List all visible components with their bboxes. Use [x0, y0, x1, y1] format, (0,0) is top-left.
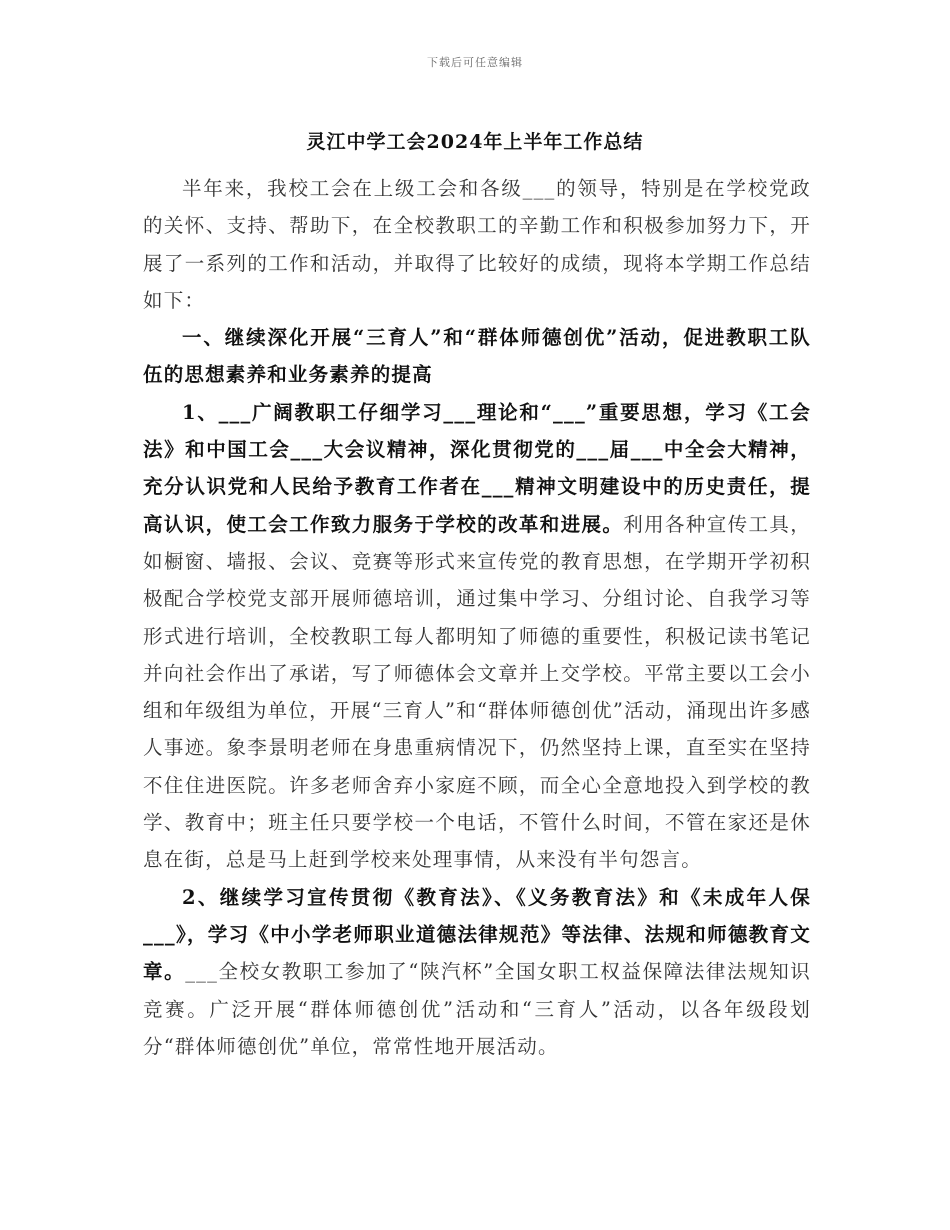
item-paragraph-2	[143, 879, 811, 1065]
item-2-body-text: ___全校女教职工参加了“陕汽杯”全国女职工权益保障法律法规知识竞赛。广泛开展“群体师德创优”活动和“三育人”活动，以各年级段划分“群体师德创优”单位，常常性地开展活动。	[143, 960, 812, 1058]
document-title: 灵江中学工会2024年上半年工作总结	[306, 131, 644, 153]
item-paragraph-1	[143, 394, 811, 879]
section-heading-1: 一、继续深化开展“三育人”和“群体师德创优”活动，促进教职工队伍的思想素养和业务素养的提高	[143, 326, 811, 387]
item-1-bold-text: 1、___广阔教职工仔细学习___理论和“___”重要思想，学习《工会法》和中国工会___大会议精神，深化贯彻党的___届___中全会大精神，充分认识党和人民给予教育工作者在___精神文明建设中的历史责任，提高认识，使工会工作致力服务于学校的改革和进展。	[143, 400, 811, 536]
item-1-body-text: 利用各种宣传工具，如橱窗、墙报、会议、竞赛等形式来宣传党的教育思想，在学期开学初积极配合学校党支部开展师德培训，通过集中学习、分组讨论、自我学习等形式进行培训，全校教职工每人都明知了师德的重要性，积极记读书笔记并向社会作出了承诺，写了师德体会文章并上交学校。平常主要以工会小组和年级组为单位，开展“三育人”和“群体师德创优”活动，涌现出许多感人事迹。象李景明老师在身患重病情况下，仍然坚持上课，直至实在坚持不住住进医院。许多老师舍弃小家庭不顾，而全心全意地投入到学校的教学、教育中；班主任只要学校一个电话，不管什么时间，不管在家还是休息在街，总是马上赶到学校来处理事情，从来没有半句怨言。	[143, 512, 811, 872]
item-2-bold-text: 2、继续学习宣传贯彻《教育法》、《义务教育法》和《未成年人保___》，学习《中小学老师职业道德法律规范》等法律、法规和师德教育文章。	[143, 885, 811, 984]
document-body	[143, 170, 811, 1065]
page-header: 下载后可任意编辑	[427, 56, 523, 69]
intro-paragraph: 半年来，我校工会在上级工会和各级___的领导，特别是在学校党政的关怀、支持、帮助下，在全校教职工的辛勤工作和积极参加努力下，开展了一系列的工作和活动，并取得了比较好的成绩，现将本学期工作总结如下：	[143, 177, 811, 312]
